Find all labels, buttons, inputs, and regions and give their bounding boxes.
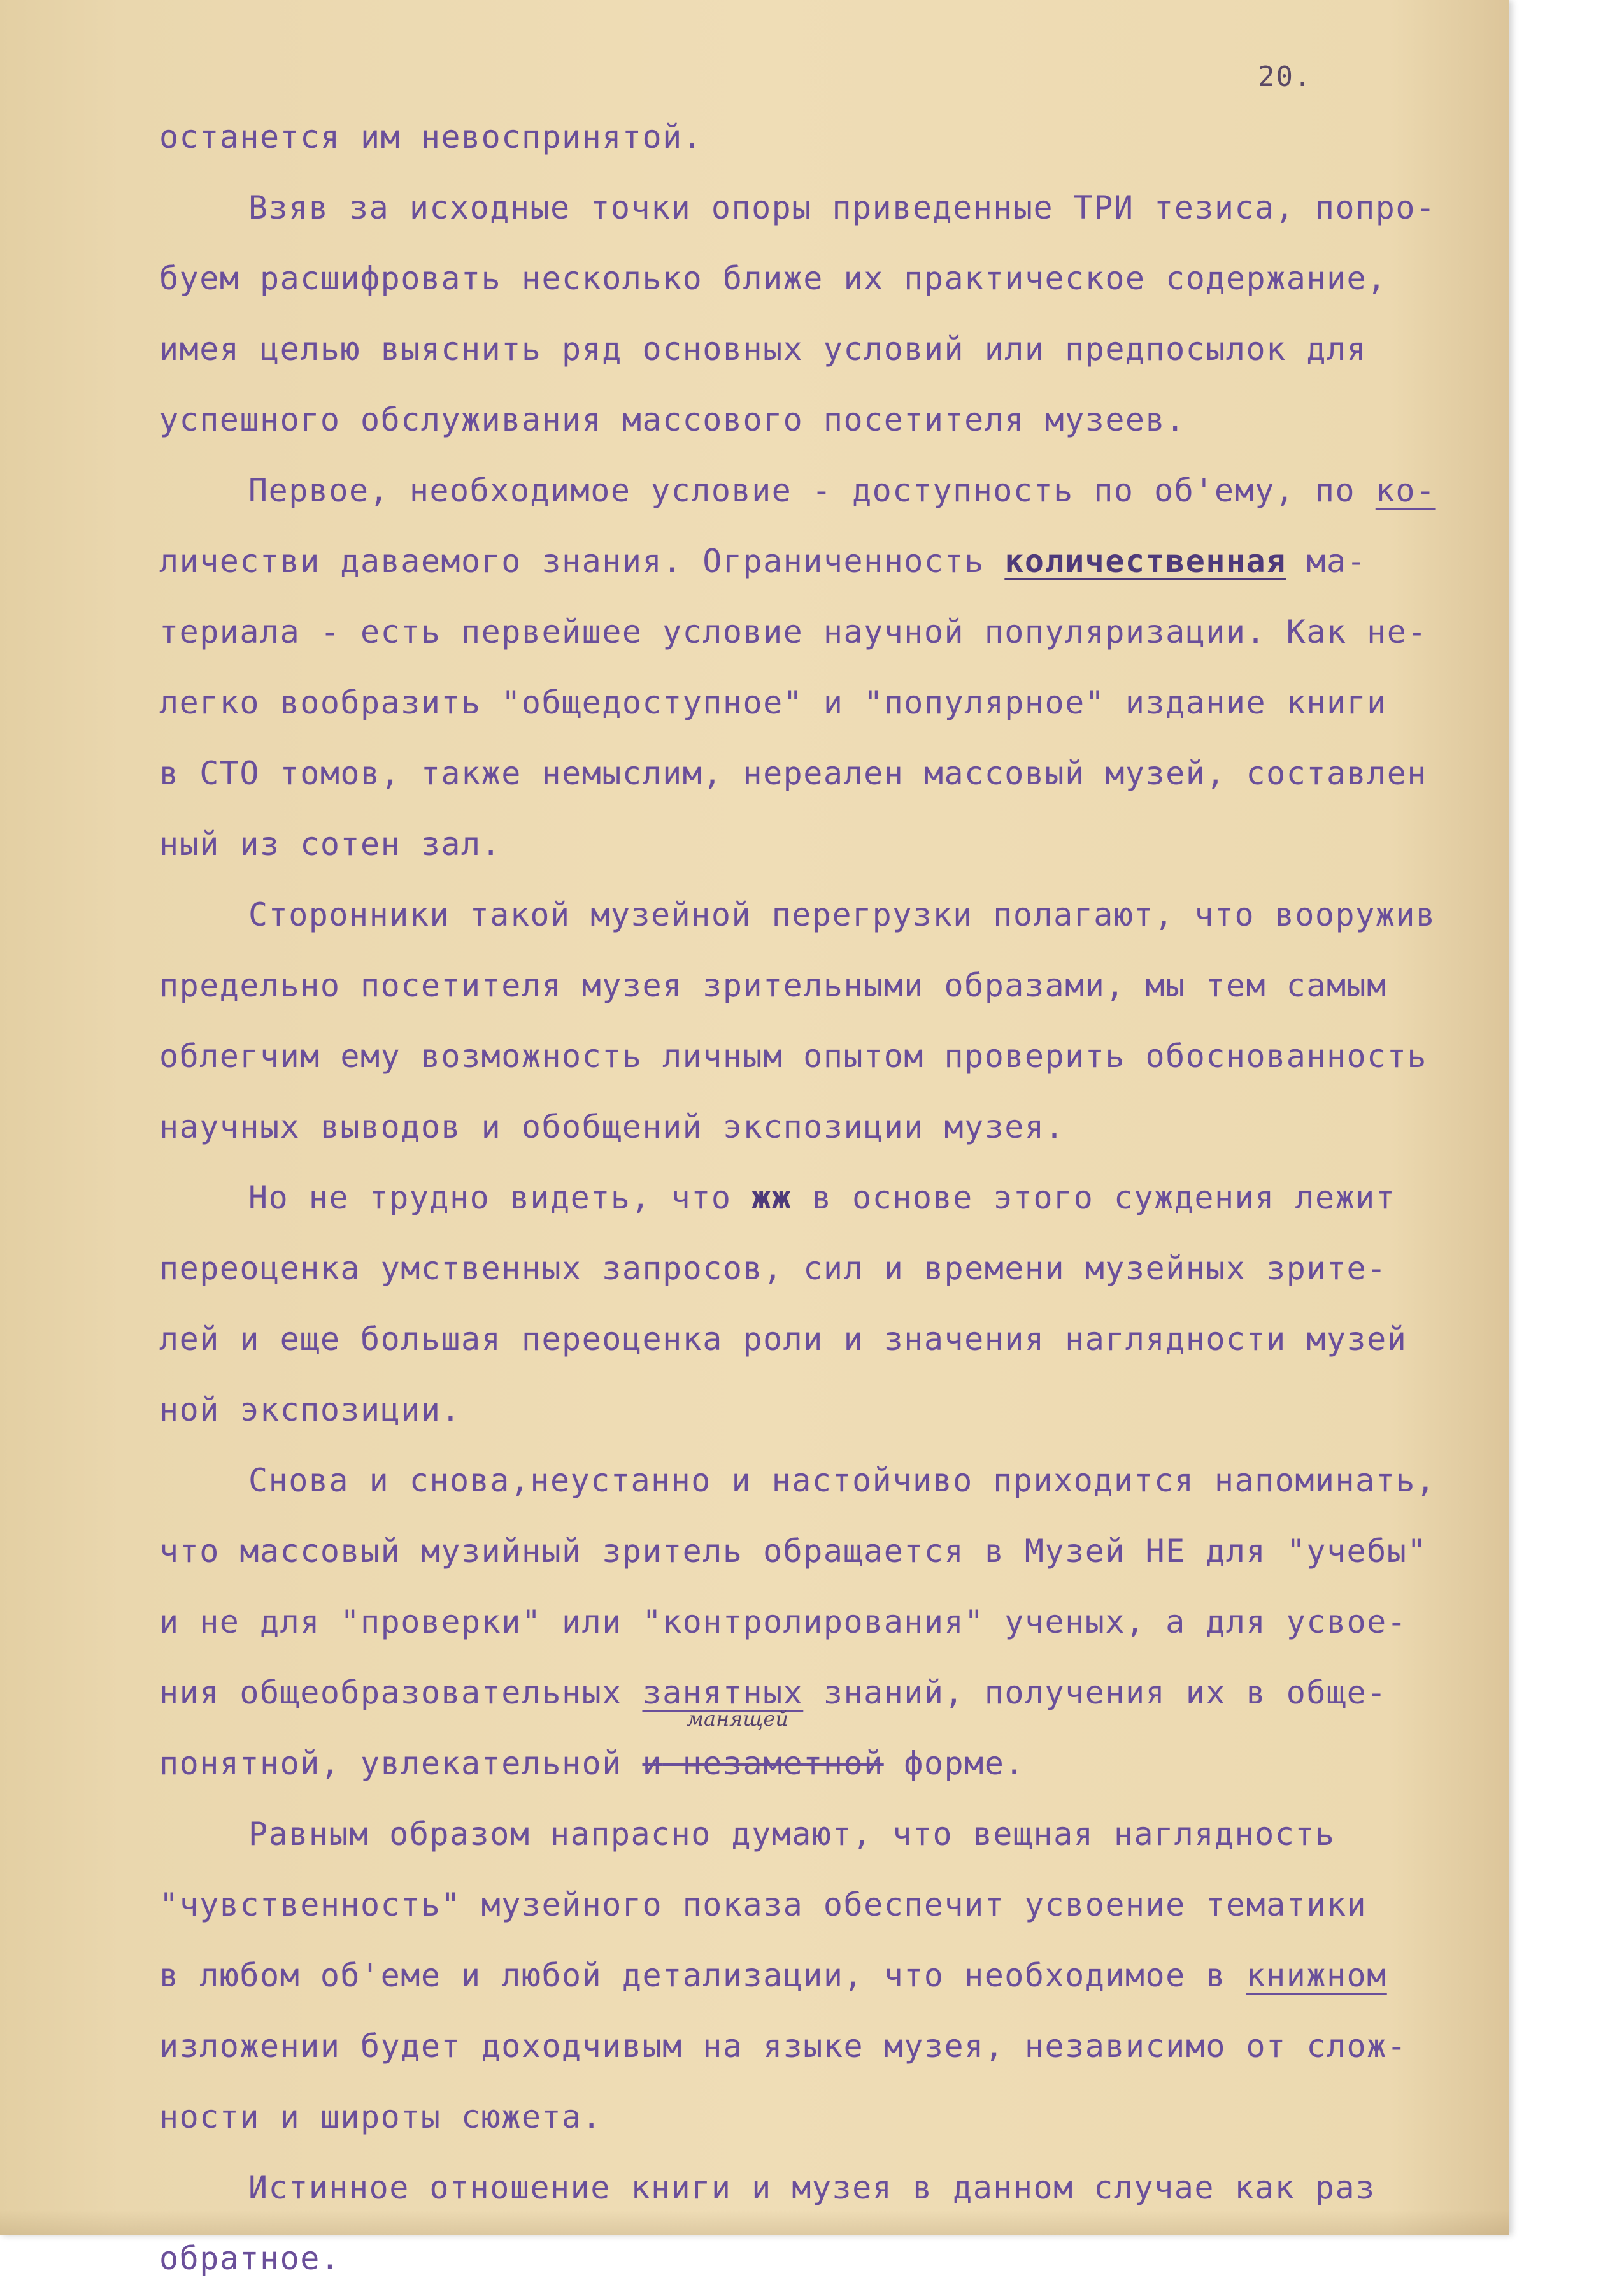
handwritten-insertion: манящей bbox=[687, 1707, 788, 1731]
text-line: успешного обслуживания массового посетителя музеев. bbox=[159, 401, 1186, 438]
text-fragment: знаний, получения их в обще- bbox=[803, 1674, 1387, 1711]
text-line: облегчим ему возможность личным опытом проверить обоснованность bbox=[159, 1038, 1427, 1075]
text-line: останется им невоспринятой. bbox=[159, 118, 703, 155]
text-fragment: Но не трудно видеть, что bbox=[248, 1179, 752, 1216]
text-line: переоценка умственных запросов, сил и времени музейных зрите- bbox=[159, 1250, 1387, 1287]
text-fragment: в любом об'еме и любой детализации, что необходимое в bbox=[159, 1957, 1246, 1994]
text-line bbox=[159, 1707, 1528, 1799]
text-line: Истинное отношение книги и музея в данном случае как раз bbox=[248, 2169, 1376, 2206]
underlined-word: книжном bbox=[1246, 1957, 1387, 1994]
text-line: и не для "проверки" или "контролирования" ученых, а для усвое- bbox=[159, 1603, 1407, 1640]
struck-word: и bbox=[642, 1745, 663, 1782]
text-fragment: Первое, необходимое условие - доступность по об'ему, по bbox=[248, 472, 1376, 509]
text-fragment: понятной, увлекательной bbox=[159, 1745, 643, 1782]
struck-word: незаметной bbox=[662, 1745, 884, 1782]
underlined-word: занятных bbox=[642, 1674, 804, 1711]
underlined-word: количественная bbox=[1004, 543, 1286, 580]
text-fragment: в основе этого суждения лежит bbox=[792, 1179, 1396, 1216]
text-line: Равным образом напрасно думают, что вещная наглядность bbox=[248, 1816, 1336, 1853]
text-line: буем расшифровать несколько ближе их практическое содержание, bbox=[159, 260, 1387, 297]
text-line: териала - есть первейшее условие научной популяризации. Как не- bbox=[159, 613, 1427, 650]
text-line: Снова и снова,неустанно и настойчиво приходится напоминать, bbox=[248, 1462, 1436, 1499]
text-line: Сторонники такой музейной перегрузки полагают, что вооружив bbox=[248, 896, 1436, 933]
text-line: в СТО томов, также немыслим, нереален массовый музей, составлен bbox=[159, 755, 1427, 792]
text-line bbox=[159, 1940, 1528, 2011]
text-line: предельно посетителя музея зрительными образами, мы тем самым bbox=[159, 967, 1387, 1004]
page-number: 20. bbox=[1258, 61, 1313, 93]
text-line bbox=[159, 526, 1528, 597]
text-fragment: форме. bbox=[883, 1745, 1025, 1782]
edited-phrase bbox=[642, 1707, 884, 1799]
text-line: научных выводов и обобщений экспозиции музея. bbox=[159, 1108, 1065, 1145]
text-line: имея целью выяснить ряд основных условий или предпосылок для bbox=[159, 331, 1367, 368]
text-line: лей и еще большая переоценка роли и значения наглядности музей bbox=[159, 1321, 1407, 1358]
text-line: обратное. bbox=[159, 2240, 341, 2277]
underlined-word: ко- bbox=[1375, 472, 1436, 509]
text-line: ности и широты сюжета. bbox=[159, 2098, 602, 2135]
text-fragment: ния общеобразовательных bbox=[159, 1674, 643, 1711]
text-line: ный из сотен зал. bbox=[159, 826, 502, 863]
text-line bbox=[159, 455, 1528, 526]
text-line bbox=[159, 1163, 1528, 1233]
text-line: Взяв за исходные точки опоры приведенные ТРИ тезиса, попро- bbox=[248, 189, 1436, 226]
text-line bbox=[159, 1658, 1528, 1728]
overtyped-word: жж bbox=[751, 1179, 792, 1216]
text-line: ной экспозиции. bbox=[159, 1391, 462, 1428]
text-line: легко вообразить "общедоступное" и "популярное" издание книги bbox=[159, 684, 1387, 721]
text-fragment: ма- bbox=[1286, 543, 1367, 580]
text-line: что массовый музийный зритель обращается в Музей НЕ для "учебы" bbox=[159, 1533, 1427, 1570]
text-fragment: личестви даваемого знания. Ограниченность bbox=[159, 543, 1005, 580]
typed-text-body bbox=[159, 102, 1528, 2294]
text-line: "чувственность" музейного показа обеспечит усвоение тематики bbox=[159, 1886, 1367, 1923]
text-line: изложении будет доходчивым на языке музея, независимо от слож- bbox=[159, 2028, 1407, 2065]
